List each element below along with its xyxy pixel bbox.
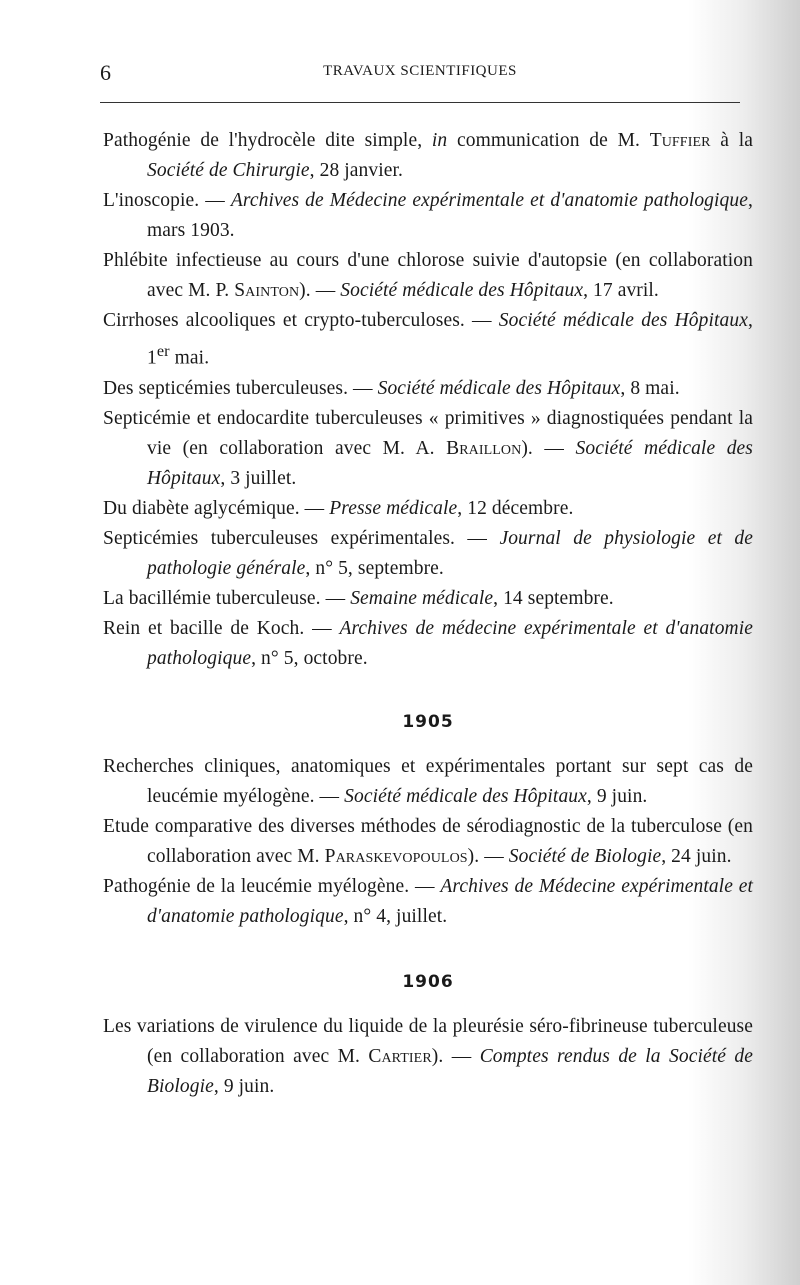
publication-entry [103,812,753,872]
entry-text: ). — [299,280,341,301]
entry-text: , 9 juin. [586,785,648,807]
journal-title: Société médicale des Hôpitaux [377,377,621,399]
journal-title: Archives de médecine expérimentale et d'anatomie pathologique [147,617,754,669]
collaborator-name: Braillon [446,437,522,459]
year-heading: 1905 [402,711,454,732]
entry-text: , mars 1903. [147,190,753,241]
entry-text: Septicémies tuberculeuses expérimentales. — [103,527,500,549]
journal-title: Archives de Médecine expérimentale et d'anatomie pathologique [147,875,754,927]
entry-text: , 12 décembre. [457,497,574,519]
entry-text: mai. [169,347,210,369]
entry-text: , n° 5, septembre. [305,557,444,579]
publication-entry [103,494,753,524]
entry-text: , 3 juillet. [220,467,297,489]
journal-title: Société médicale des Hôpitaux [498,310,748,331]
entry-text: Phlébite infectieuse au cours d'une chlorose suivie d'autopsie (en collaboration avec M. P. [103,250,753,301]
running-title: TRAVAUX SCIENTIFIQUES [323,63,517,79]
entry-text: ). — [467,845,509,867]
entry-text: , 1 [147,310,753,369]
entry-text: L'inoscopie. — [103,190,231,211]
bibliography-content [103,126,753,1102]
publication-entry [103,404,753,494]
entry-text: , 28 janvier. [309,160,404,181]
entry-text: à la [710,130,753,151]
entry-text: Pathogénie de la leucémie myélogène. — [103,875,441,897]
header-rule [100,102,740,103]
publication-entry [103,374,753,404]
entry-text: Etude comparative des diverses méthodes de sérodiagnostic de la tuberculose (en collaboration avec M. [103,815,753,867]
publication-entry [103,614,753,674]
publication-list [103,752,753,932]
journal-title: Comptes rendus de la Société de Biologie [147,1045,753,1097]
year-heading: 1906 [402,971,454,992]
publication-entry [103,1012,753,1102]
collaborator-name: Tuffier [649,130,711,151]
publication-entry [103,752,753,812]
entry-text: , 9 juin. [213,1075,275,1097]
entry-text: Les variations de virulence du liquide de la pleurésie séro-fibrineuse tuberculeuse (en collaboration avec M. [103,1015,753,1067]
entry-text: Rein et bacille de Koch. — [103,617,340,639]
publication-entry [103,584,753,614]
entry-text: , 8 mai. [620,377,680,399]
entry-text: , 17 avril. [583,280,659,301]
entry-text: communication de M. [447,130,650,151]
publication-entry [103,186,753,246]
entry-text: Septicémie et endocardite tuberculeuses « primitives » diagnostiquées pendant la vie (en collaboration avec M. A. [103,407,753,459]
entry-text: , 24 juin. [661,845,732,867]
journal-title: Société de Chirurgie [147,160,310,181]
entry-text: , n° 5, octobre. [251,647,368,669]
journal-title: Semaine médicale [350,587,494,609]
publication-entry [103,872,753,932]
entry-text: Du diabète aglycémique. — [103,497,330,519]
journal-title: Journal de physiologie et de pathologie générale [147,527,753,579]
publication-list [103,1012,753,1102]
entry-text: , n° 4, juillet. [343,905,448,927]
entry-text: Des septicémies tuberculeuses. — [103,377,378,399]
entry-text: La bacillémie tuberculeuse. — [103,587,351,609]
publication-list [103,126,753,674]
publication-entry [103,246,753,306]
collaborator-name: Sainton [234,280,300,301]
collaborator-name: Paraskevopoulos [324,845,468,867]
collaborator-name: Cartier [368,1045,432,1067]
journal-title: Société médicale des Hôpitaux [340,280,584,301]
page-number: 6 [100,60,111,85]
publication-entry [103,524,753,584]
journal-title: Société de Biologie [508,845,662,867]
entry-text: Cirrhoses alcooliques et crypto-tuberculoses. — [103,310,499,331]
publication-entry [103,306,753,374]
journal-title: Presse médicale [329,497,458,519]
ordinal-suffix: er [156,342,170,360]
entry-text: Recherches cliniques, anatomiques et expérimentales portant sur sept cas de leucémie myélogène. — [103,755,753,807]
journal-title: Société médicale des Hôpitaux [147,437,753,489]
publication-entry [103,126,753,186]
journal-title: Société médicale des Hôpitaux [344,785,587,807]
journal-title: Archives de Médecine expérimentale et d'anatomie pathologique [230,190,749,211]
entry-text: , 14 septembre. [493,587,614,609]
page-header [100,60,740,86]
journal-title: in [431,130,448,151]
entry-text: ). — [431,1045,480,1067]
entry-text: Pathogénie de l'hydrocèle dite simple, [103,130,432,151]
entry-text: ). — [521,437,576,459]
